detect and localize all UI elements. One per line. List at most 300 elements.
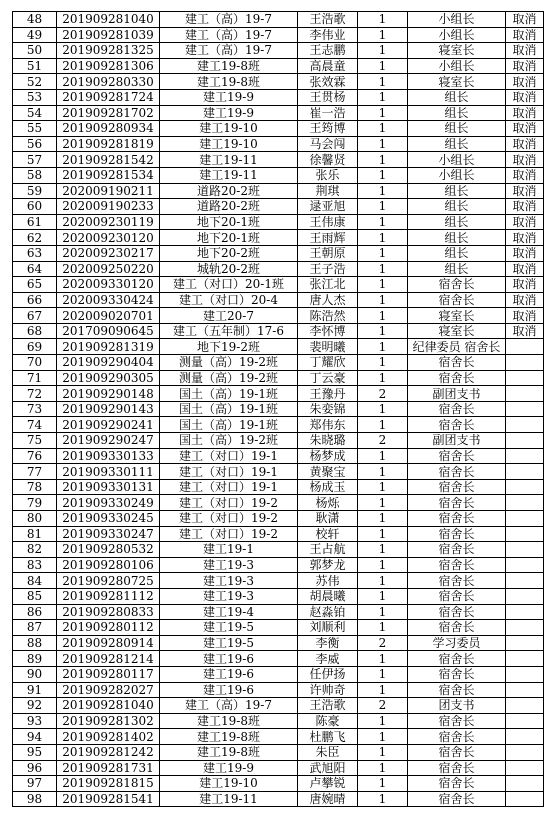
role-cell: 组长 [408,230,506,246]
status-cell [506,479,544,495]
class-cell: 建工19-1 [160,542,298,558]
student-name-cell: 丁云豪 [298,370,358,386]
count-cell: 1 [358,464,408,480]
row-number-cell: 68 [13,323,57,339]
student-name-cell: 校轩 [298,526,358,542]
table-row [13,464,544,480]
count-cell: 1 [358,713,408,729]
role-cell: 宿舍长 [408,651,506,667]
count-cell: 1 [358,355,408,371]
role-cell: 副团支书 [408,386,506,402]
table-row [13,245,544,261]
row-number-cell: 83 [13,557,57,573]
status-cell: 取消 [506,183,544,199]
table-row [13,121,544,137]
status-cell [506,448,544,464]
class-cell: 建工（高）19-7 [160,43,298,59]
student-name-cell: 唐人杰 [298,292,358,308]
roster-table [12,11,544,807]
table-row [13,167,544,183]
class-cell: 建工19-6 [160,682,298,698]
count-cell: 1 [358,167,408,183]
role-cell: 宿舍长 [408,479,506,495]
class-cell: 建工19-8班 [160,74,298,90]
count-cell: 1 [358,89,408,105]
class-cell: 建工（对口）19-1 [160,464,298,480]
table-row [13,43,544,59]
row-number-cell: 56 [13,136,57,152]
row-number-cell: 86 [13,604,57,620]
row-number-cell: 78 [13,479,57,495]
count-cell: 1 [358,199,408,215]
student-id-cell: 201909281702 [57,105,160,121]
class-cell: 建工19-11 [160,152,298,168]
row-number-cell: 76 [13,448,57,464]
student-id-cell: 201909282027 [57,682,160,698]
table-row [13,604,544,620]
status-cell: 取消 [506,74,544,90]
student-name-cell: 张乐 [298,167,358,183]
student-name-cell: 王志鹏 [298,43,358,59]
status-cell: 取消 [506,152,544,168]
student-id-cell: 201909281242 [57,744,160,760]
student-id-cell: 202009020701 [57,308,160,324]
role-cell: 宿舍长 [408,526,506,542]
student-name-cell: 朱娈锦 [298,401,358,417]
student-name-cell: 裴明曦 [298,339,358,355]
row-number-cell: 64 [13,261,57,277]
role-cell: 组长 [408,199,506,215]
table-row [13,557,544,573]
class-cell: 建工19-9 [160,760,298,776]
table-row [13,744,544,760]
student-name-cell: 王子浩 [298,261,358,277]
student-id-cell: 201909281302 [57,713,160,729]
class-cell: 建工19-5 [160,635,298,651]
row-number-cell: 67 [13,308,57,324]
row-number-cell: 51 [13,58,57,74]
count-cell: 1 [358,744,408,760]
student-name-cell: 朱臣 [298,744,358,760]
student-id-cell: 201909330133 [57,448,160,464]
row-number-cell: 50 [13,43,57,59]
row-number-cell: 98 [13,791,57,807]
count-cell: 1 [358,495,408,511]
row-number-cell: 73 [13,401,57,417]
count-cell: 1 [358,323,408,339]
table-row [13,620,544,636]
class-cell: 建工（高）19-7 [160,698,298,714]
count-cell: 1 [358,666,408,682]
count-cell: 1 [358,152,408,168]
count-cell: 1 [358,651,408,667]
student-id-cell: 201909330249 [57,495,160,511]
student-name-cell: 逯亚旭 [298,199,358,215]
status-cell [506,635,544,651]
role-cell: 组长 [408,214,506,230]
role-cell: 宿舍长 [408,588,506,604]
status-cell: 取消 [506,27,544,43]
role-cell: 宿舍长 [408,542,506,558]
row-number-cell: 48 [13,12,57,28]
status-cell [506,682,544,698]
student-name-cell: 王伟康 [298,214,358,230]
student-name-cell: 卢攀锐 [298,776,358,792]
count-cell: 2 [358,386,408,402]
table-row [13,323,544,339]
row-number-cell: 71 [13,370,57,386]
class-cell: 建工19-3 [160,573,298,589]
row-number-cell: 70 [13,355,57,371]
count-cell: 2 [358,635,408,651]
class-cell: 建工20-7 [160,308,298,324]
student-id-cell: 201909290148 [57,386,160,402]
status-cell [506,370,544,386]
count-cell: 1 [358,682,408,698]
table-row [13,713,544,729]
student-id-cell: 202009230120 [57,230,160,246]
count-cell: 1 [358,121,408,137]
role-cell: 宿舍长 [408,277,506,293]
student-name-cell: 王浩歌 [298,12,358,28]
table-row [13,339,544,355]
class-cell: 建工（高）19-7 [160,12,298,28]
status-cell: 取消 [506,261,544,277]
row-number-cell: 75 [13,433,57,449]
student-name-cell: 张江北 [298,277,358,293]
count-cell: 1 [358,417,408,433]
table-row [13,479,544,495]
role-cell: 组长 [408,245,506,261]
class-cell: 建工19-8班 [160,744,298,760]
row-number-cell: 52 [13,74,57,90]
student-id-cell: 202009230119 [57,214,160,230]
status-cell [506,651,544,667]
student-name-cell: 苏伟 [298,573,358,589]
status-cell [506,526,544,542]
table-row [13,776,544,792]
table-row [13,74,544,90]
role-cell: 纪律委员 宿舍长 [408,339,506,355]
count-cell: 1 [358,245,408,261]
row-number-cell: 61 [13,214,57,230]
status-cell: 取消 [506,308,544,324]
student-id-cell: 201909290404 [57,355,160,371]
count-cell: 1 [358,58,408,74]
count-cell: 1 [358,74,408,90]
student-id-cell: 201909290247 [57,433,160,449]
status-cell [506,604,544,620]
class-cell: 建工（五年制）17-6 [160,323,298,339]
row-number-cell: 91 [13,682,57,698]
count-cell: 1 [358,542,408,558]
student-name-cell: 胡晨曦 [298,588,358,604]
student-id-cell: 202009190211 [57,183,160,199]
student-id-cell: 201909281214 [57,651,160,667]
class-cell: 建工（对口）19-2 [160,495,298,511]
role-cell: 组长 [408,261,506,277]
class-cell: 建工19-8班 [160,729,298,745]
role-cell: 寝室长 [408,308,506,324]
class-cell: 建工（对口）20-1班 [160,277,298,293]
role-cell: 小组长 [408,152,506,168]
count-cell: 1 [358,588,408,604]
student-name-cell: 徐馨贤 [298,152,358,168]
student-id-cell: 201709090645 [57,323,160,339]
role-cell: 宿舍长 [408,495,506,511]
table-row [13,666,544,682]
table-row [13,448,544,464]
student-name-cell: 杨成玉 [298,479,358,495]
student-id-cell: 201909281039 [57,27,160,43]
student-name-cell: 许帅奇 [298,682,358,698]
student-name-cell: 李伟业 [298,27,358,43]
count-cell: 1 [358,511,408,527]
count-cell: 1 [358,105,408,121]
table-row [13,682,544,698]
student-name-cell: 朱晓璐 [298,433,358,449]
student-name-cell: 李衡 [298,635,358,651]
row-number-cell: 65 [13,277,57,293]
count-cell: 1 [358,230,408,246]
status-cell: 取消 [506,58,544,74]
status-cell: 取消 [506,105,544,121]
row-number-cell: 74 [13,417,57,433]
class-cell: 地下20-1班 [160,230,298,246]
student-id-cell: 202009250220 [57,261,160,277]
count-cell: 1 [358,526,408,542]
table-row [13,152,544,168]
class-cell: 测量（高）19-2班 [160,370,298,386]
row-number-cell: 92 [13,698,57,714]
role-cell: 宿舍长 [408,729,506,745]
role-cell: 宿舍长 [408,292,506,308]
class-cell: 国土（高）19-1班 [160,386,298,402]
student-id-cell: 201909281534 [57,167,160,183]
student-name-cell: 李威 [298,651,358,667]
class-cell: 建工19-10 [160,776,298,792]
class-cell: 建工（对口）19-2 [160,526,298,542]
count-cell: 1 [358,339,408,355]
table-row [13,89,544,105]
student-name-cell: 赵淼铂 [298,604,358,620]
role-cell: 宿舍长 [408,791,506,807]
count-cell: 1 [358,214,408,230]
class-cell: 建工（对口）19-1 [160,448,298,464]
class-cell: 地下20-1班 [160,214,298,230]
table-row [13,573,544,589]
student-name-cell: 丁耀欣 [298,355,358,371]
role-cell: 宿舍长 [408,464,506,480]
student-id-cell: 202009330120 [57,277,160,293]
class-cell: 建工19-8班 [160,58,298,74]
row-number-cell: 85 [13,588,57,604]
class-cell: 建工19-6 [160,651,298,667]
student-name-cell: 王贯杨 [298,89,358,105]
student-id-cell: 201909290241 [57,417,160,433]
status-cell: 取消 [506,323,544,339]
student-id-cell: 201909281040 [57,698,160,714]
class-cell: 国土（高）19-2班 [160,433,298,449]
class-cell: 建工19-8班 [160,713,298,729]
status-cell [506,542,544,558]
student-id-cell: 201909280532 [57,542,160,558]
student-id-cell: 201909290305 [57,370,160,386]
table-row [13,261,544,277]
count-cell: 1 [358,292,408,308]
student-name-cell: 杜鹏飞 [298,729,358,745]
table-row [13,199,544,215]
student-id-cell: 201909281040 [57,12,160,28]
table-row [13,136,544,152]
row-number-cell: 80 [13,511,57,527]
student-id-cell: 201909281402 [57,729,160,745]
student-id-cell: 201909280112 [57,620,160,636]
student-name-cell: 刘顺利 [298,620,358,636]
role-cell: 组长 [408,183,506,199]
status-cell [506,760,544,776]
table-row [13,105,544,121]
role-cell: 宿舍长 [408,713,506,729]
count-cell: 1 [358,401,408,417]
row-number-cell: 90 [13,666,57,682]
row-number-cell: 81 [13,526,57,542]
role-cell: 团支书 [408,698,506,714]
row-number-cell: 62 [13,230,57,246]
table-row [13,651,544,667]
class-cell: 建工19-10 [160,121,298,137]
student-name-cell: 高晨童 [298,58,358,74]
row-number-cell: 95 [13,744,57,760]
class-cell: 建工19-11 [160,791,298,807]
table-row [13,791,544,807]
status-cell [506,666,544,682]
class-cell: 建工19-4 [160,604,298,620]
count-cell: 1 [358,479,408,495]
student-name-cell: 郭梦龙 [298,557,358,573]
student-id-cell: 201909280914 [57,635,160,651]
role-cell: 宿舍长 [408,666,506,682]
roster-body [13,12,544,807]
table-row [13,183,544,199]
table-row [13,401,544,417]
table-row [13,635,544,651]
role-cell: 寝室长 [408,323,506,339]
student-id-cell: 201909280330 [57,74,160,90]
class-cell: 建工（对口）19-1 [160,479,298,495]
student-name-cell: 荆琪 [298,183,358,199]
role-cell: 组长 [408,136,506,152]
count-cell: 1 [358,791,408,807]
class-cell: 建工19-9 [160,105,298,121]
status-cell [506,433,544,449]
count-cell: 1 [358,448,408,464]
row-number-cell: 54 [13,105,57,121]
student-id-cell: 201909281306 [57,58,160,74]
student-id-cell: 201909281724 [57,89,160,105]
role-cell: 宿舍长 [408,776,506,792]
class-cell: 建工（对口）20-4 [160,292,298,308]
student-name-cell: 张效霖 [298,74,358,90]
role-cell: 宿舍长 [408,604,506,620]
row-number-cell: 77 [13,464,57,480]
status-cell: 取消 [506,245,544,261]
status-cell [506,776,544,792]
student-id-cell: 201909281325 [57,43,160,59]
status-cell [506,511,544,527]
status-cell: 取消 [506,277,544,293]
student-name-cell: 王朝原 [298,245,358,261]
status-cell [506,464,544,480]
table-row [13,27,544,43]
table-row [13,433,544,449]
status-cell: 取消 [506,136,544,152]
table-row [13,698,544,714]
count-cell: 1 [358,604,408,620]
table-row [13,308,544,324]
status-cell [506,417,544,433]
role-cell: 宿舍长 [408,417,506,433]
role-cell: 小组长 [408,58,506,74]
student-name-cell: 王占航 [298,542,358,558]
table-row [13,58,544,74]
student-name-cell: 李怀博 [298,323,358,339]
role-cell: 宿舍长 [408,370,506,386]
count-cell: 1 [358,308,408,324]
row-number-cell: 59 [13,183,57,199]
row-number-cell: 63 [13,245,57,261]
table-row [13,760,544,776]
student-id-cell: 201909330245 [57,511,160,527]
table-row [13,292,544,308]
student-id-cell: 201909280106 [57,557,160,573]
row-number-cell: 93 [13,713,57,729]
status-cell: 取消 [506,89,544,105]
count-cell: 1 [358,183,408,199]
status-cell: 取消 [506,292,544,308]
count-cell: 1 [358,557,408,573]
class-cell: 建工（高）19-7 [160,27,298,43]
student-name-cell: 王豫丹 [298,386,358,402]
student-id-cell: 201909290143 [57,401,160,417]
class-cell: 建工19-6 [160,666,298,682]
count-cell: 1 [358,27,408,43]
class-cell: 建工19-5 [160,620,298,636]
student-name-cell: 王筠博 [298,121,358,137]
role-cell: 副团支书 [408,433,506,449]
student-id-cell: 201909281319 [57,339,160,355]
student-id-cell: 201909330131 [57,479,160,495]
student-name-cell: 任伊扬 [298,666,358,682]
row-number-cell: 82 [13,542,57,558]
student-id-cell: 201909281542 [57,152,160,168]
student-id-cell: 202009230217 [57,245,160,261]
class-cell: 建工19-3 [160,588,298,604]
row-number-cell: 58 [13,167,57,183]
row-number-cell: 57 [13,152,57,168]
count-cell: 1 [358,573,408,589]
status-cell [506,729,544,745]
row-number-cell: 89 [13,651,57,667]
count-cell: 1 [358,136,408,152]
role-cell: 宿舍长 [408,401,506,417]
class-cell: 国土（高）19-1班 [160,401,298,417]
status-cell [506,355,544,371]
table-row [13,511,544,527]
count-cell: 1 [358,261,408,277]
student-id-cell: 201909281815 [57,776,160,792]
class-cell: 建工19-10 [160,136,298,152]
